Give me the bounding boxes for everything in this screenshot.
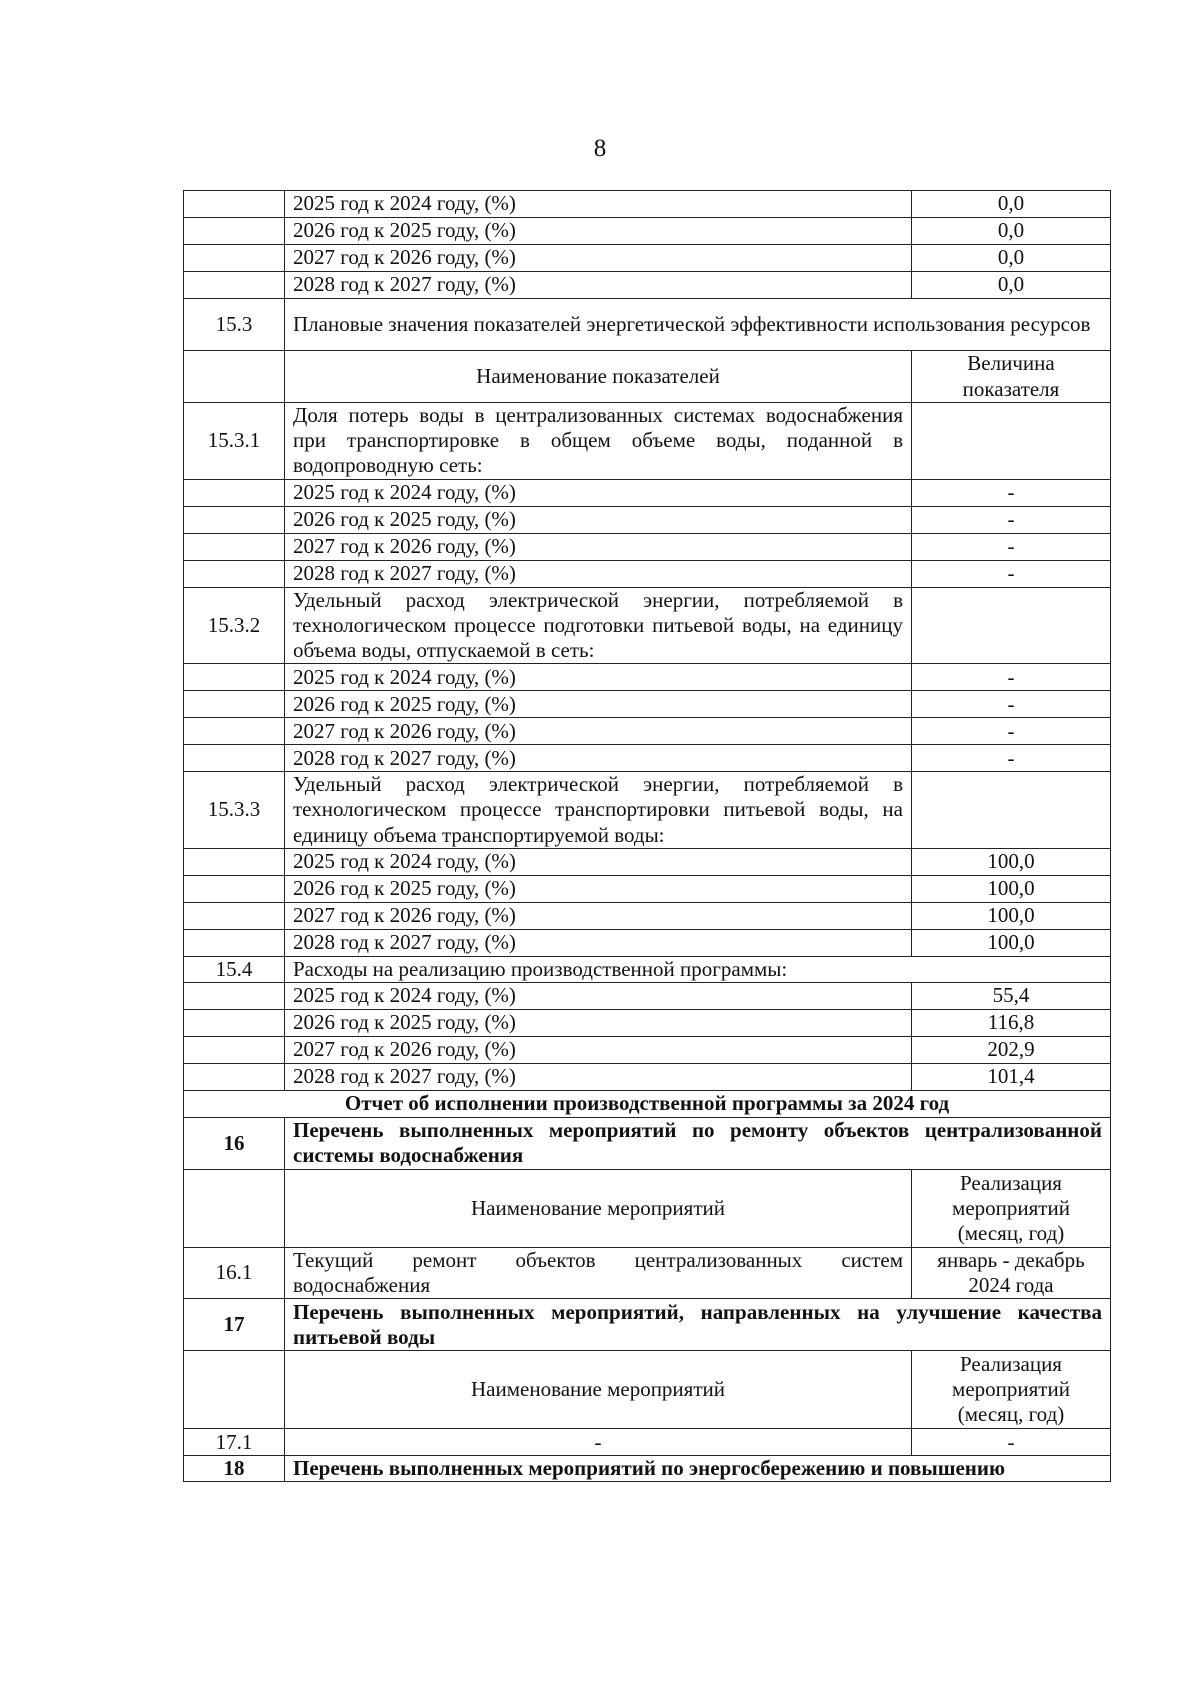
row-number-cell [184, 272, 285, 299]
indicator-value: 100,0 [912, 875, 1111, 902]
row-number-cell [184, 1009, 285, 1036]
row-number-cell [184, 533, 285, 560]
column-header-value: Величина показателя [912, 351, 1111, 403]
year-label: 2026 год к 2025 году, (%) [285, 218, 912, 245]
row-number-cell [184, 1063, 285, 1090]
table-row [184, 1247, 1111, 1298]
row-number-cell [184, 1036, 285, 1063]
row-number-cell [184, 560, 285, 587]
indicator-value: 55,4 [912, 982, 1111, 1009]
table-row [184, 956, 1111, 982]
year-label: 2025 год к 2024 году, (%) [285, 848, 912, 875]
indicator-value: 0,0 [912, 245, 1111, 272]
header-blank-cell [184, 351, 285, 403]
year-label: 2027 год к 2026 году, (%) [285, 245, 912, 272]
table-row [184, 1117, 1111, 1169]
section-number: 18 [184, 1456, 285, 1482]
indicator-value: 0,0 [912, 218, 1111, 245]
indicator-value: 202,9 [912, 1036, 1111, 1063]
indicator-value [912, 772, 1111, 849]
indicator-number: 16.1 [184, 1247, 285, 1298]
table-row [184, 772, 1111, 849]
year-label: 2028 год к 2027 году, (%) [285, 272, 912, 299]
table-row [184, 664, 1111, 691]
indicator-value: 101,4 [912, 1063, 1111, 1090]
table-row [184, 848, 1111, 875]
year-label: 2025 год к 2024 году, (%) [285, 191, 912, 218]
indicator-value: - [912, 506, 1111, 533]
row-number-cell [184, 691, 285, 718]
indicator-value: 0,0 [912, 272, 1111, 299]
table-row [184, 245, 1111, 272]
table-row [184, 1456, 1111, 1482]
indicator-value [912, 587, 1111, 664]
indicator-value: 100,0 [912, 929, 1111, 956]
row-number-cell [184, 848, 285, 875]
table-row [184, 718, 1111, 745]
year-label: 2026 год к 2025 году, (%) [285, 875, 912, 902]
table-row [184, 1036, 1111, 1063]
indicator-value: 116,8 [912, 1009, 1111, 1036]
year-label: 2026 год к 2025 году, (%) [285, 1009, 912, 1036]
row-number-cell [184, 479, 285, 506]
table-row [184, 1169, 1111, 1247]
row-number-cell [184, 218, 285, 245]
row-number-cell [184, 245, 285, 272]
row-number-cell [184, 745, 285, 772]
year-label: 2025 год к 2024 году, (%) [285, 982, 912, 1009]
item-number: 17.1 [184, 1429, 285, 1456]
table-row [184, 1351, 1111, 1429]
table-row [184, 1299, 1111, 1351]
page-number: 8 [593, 135, 607, 162]
table-row [184, 560, 1111, 587]
indicator-value: - [912, 560, 1111, 587]
table-row [184, 745, 1111, 772]
program-table [183, 190, 1111, 1482]
row-number-cell [184, 929, 285, 956]
table-row [184, 351, 1111, 403]
section-title: Перечень выполненных мероприятий, направленных на улучшение качества питьевой воды [285, 1299, 1111, 1351]
table-row [184, 875, 1111, 902]
item-name: - [285, 1429, 912, 1456]
indicator-value: - [912, 691, 1111, 718]
year-label: 2028 год к 2027 году, (%) [285, 929, 912, 956]
column-header-name: Наименование показателей [285, 351, 912, 403]
indicator-name: Удельный расход электрической энергии, потребляемой в технологическом процессе подготовки питьевой воды, на единицу объема воды, отпускаемой в сеть: [285, 587, 912, 664]
row-number-cell [184, 506, 285, 533]
table-row [184, 272, 1111, 299]
indicator-value: 0,0 [912, 191, 1111, 218]
year-label: 2027 год к 2026 году, (%) [285, 1036, 912, 1063]
row-number-cell [184, 902, 285, 929]
report-title: Отчет об исполнении производственной программы за 2024 год [184, 1090, 1111, 1117]
indicator-value: - [912, 479, 1111, 506]
section-title: Расходы на реализацию производственной программы: [285, 956, 1111, 982]
indicator-value: 100,0 [912, 902, 1111, 929]
year-label: 2025 год к 2024 году, (%) [285, 479, 912, 506]
section-number: 17 [184, 1299, 285, 1351]
year-label: 2027 год к 2026 году, (%) [285, 902, 912, 929]
indicator-value [912, 403, 1111, 480]
table-row [184, 587, 1111, 664]
row-number-cell [184, 718, 285, 745]
table-row [184, 506, 1111, 533]
table-row [184, 1009, 1111, 1036]
year-label: 2028 год к 2027 году, (%) [285, 560, 912, 587]
year-label: 2028 год к 2027 году, (%) [285, 745, 912, 772]
indicator-value: 100,0 [912, 848, 1111, 875]
table-row [184, 191, 1111, 218]
column-header-value: Реализация мероприятий (месяц, год) [912, 1351, 1111, 1429]
column-header-name: Наименование мероприятий [285, 1169, 912, 1247]
row-number-cell [184, 982, 285, 1009]
section-title: Перечень выполненных мероприятий по ремонту объектов централизованной системы водоснабжения [285, 1117, 1111, 1169]
indicator-name: Доля потерь воды в централизованных системах водоснабжения при транспортировке в общем объеме воды, поданной в водопроводную сеть: [285, 403, 912, 480]
row-number-cell [184, 875, 285, 902]
year-label: 2026 год к 2025 году, (%) [285, 691, 912, 718]
row-number-cell [184, 191, 285, 218]
table-row [184, 902, 1111, 929]
table-row [184, 982, 1111, 1009]
section-number: 15.4 [184, 956, 285, 982]
section-title: Плановые значения показателей энергетической эффективности использования ресурсов [285, 299, 1111, 351]
section-title: Перечень выполненных мероприятий по энергосбережению и повышению [285, 1456, 1111, 1482]
item-value: - [912, 1429, 1111, 1456]
indicator-value: - [912, 718, 1111, 745]
column-header-name: Наименование мероприятий [285, 1351, 912, 1429]
table-row [184, 299, 1111, 351]
column-header-value: Реализация мероприятий (месяц, год) [912, 1169, 1111, 1247]
table-row [184, 403, 1111, 480]
table-row [184, 691, 1111, 718]
section-number: 16 [184, 1117, 285, 1169]
table-row [184, 533, 1111, 560]
year-label: 2025 год к 2024 году, (%) [285, 664, 912, 691]
header-blank-cell [184, 1169, 285, 1247]
year-label: 2026 год к 2025 году, (%) [285, 506, 912, 533]
header-blank-cell [184, 1351, 285, 1429]
section-number: 15.3 [184, 299, 285, 351]
table-row [184, 1063, 1111, 1090]
row-number-cell [184, 664, 285, 691]
indicator-name: Удельный расход электрической энергии, потребляемой в технологическом процессе транспортировки питьевой воды, на единицу объема транспортируемой воды: [285, 772, 912, 849]
year-label: 2027 год к 2026 году, (%) [285, 533, 912, 560]
indicator-value: январь - декабрь 2024 года [912, 1247, 1111, 1298]
indicator-name: Текущий ремонт объектов централизованных систем водоснабжения [285, 1247, 912, 1298]
indicator-value: - [912, 664, 1111, 691]
indicator-number: 15.3.1 [184, 403, 285, 480]
table-row [184, 929, 1111, 956]
table-row [184, 479, 1111, 506]
year-label: 2028 год к 2027 году, (%) [285, 1063, 912, 1090]
table-row [184, 1090, 1111, 1117]
indicator-number: 15.3.2 [184, 587, 285, 664]
indicator-value: - [912, 533, 1111, 560]
table-row [184, 218, 1111, 245]
indicator-number: 15.3.3 [184, 772, 285, 849]
table-row [184, 1429, 1111, 1456]
year-label: 2027 год к 2026 году, (%) [285, 718, 912, 745]
indicator-value: - [912, 745, 1111, 772]
